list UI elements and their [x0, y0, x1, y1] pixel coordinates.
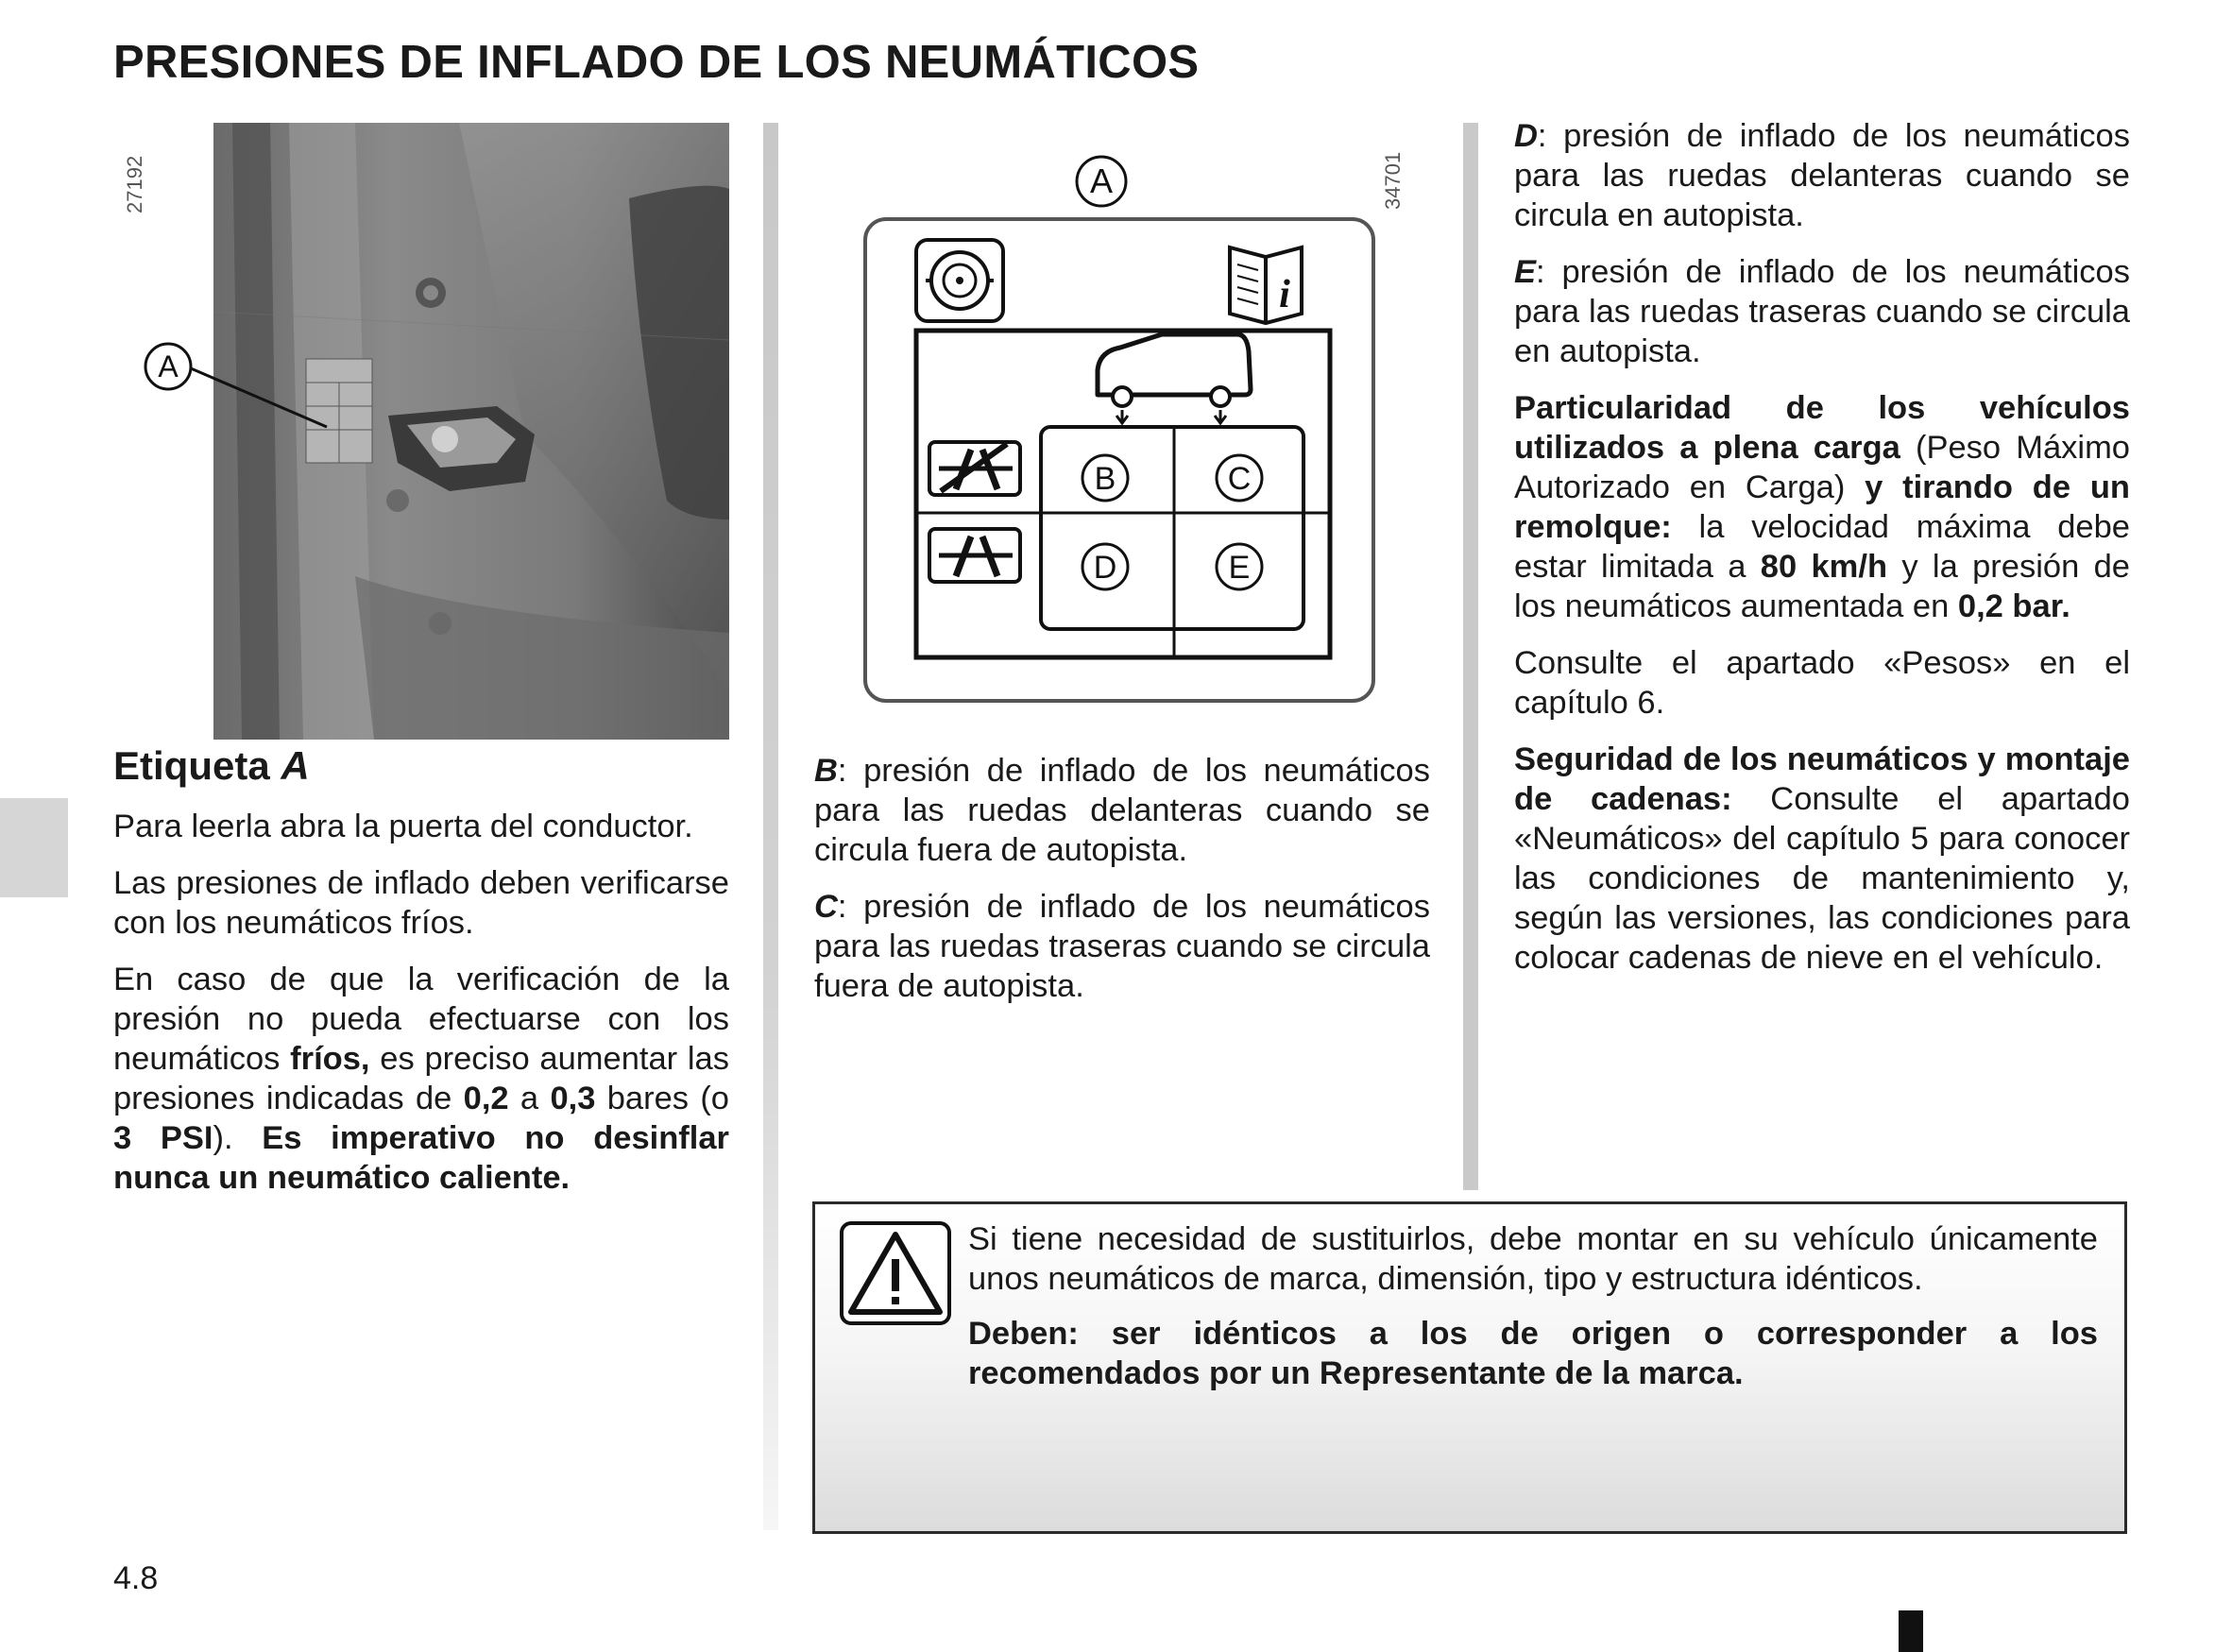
photo-code-text: 27192 [123, 155, 146, 213]
motorway-icon [929, 529, 1020, 582]
legend-d [1514, 116, 2130, 235]
bold-run: fríos, [290, 1041, 370, 1077]
bold-run: Deben: ser idénticos a los de origen o corresponder a los recomendados por un Representante de la marca. [968, 1316, 2098, 1391]
text-run: bares (o [595, 1081, 729, 1116]
cell-e-letter: E [1228, 550, 1251, 586]
text-run: ). [213, 1120, 263, 1156]
warning-triangle-icon [840, 1221, 951, 1325]
legend-de-column [1514, 116, 2130, 995]
legend-text: : presión de inflado de los neumáticos para las ruedas delanteras cuando se circula en autopista. [1514, 118, 2130, 233]
bold-run: y tirando de un remolque: [1514, 469, 2130, 545]
legend-bc-column [814, 751, 1430, 1023]
warning-paragraph: Si tiene necesidad de sustituirlos, debe montar en su vehículo únicamente unos neumáticos de marca, dimensión, tipo y estructura idénticos. [968, 1221, 2098, 1297]
legend-letter: E [1514, 254, 1537, 290]
text-run: es preciso aumentar las presiones indicadas de [113, 1041, 729, 1116]
subtitle-prefix: Etiqueta [113, 743, 281, 788]
cell-c-letter: C [1227, 461, 1252, 497]
legend-letter: C [814, 889, 838, 925]
paragraph-full-load [1514, 388, 2130, 626]
bold-run: 0,2 [463, 1081, 509, 1116]
bold-run: 0,2 bar. [1957, 588, 2070, 624]
callout-letter: A [158, 349, 179, 383]
bold-run: 80 km/h [1760, 549, 1888, 585]
bold-run: 3 PSI [113, 1120, 213, 1156]
warning-text [968, 1219, 2098, 1408]
text-run: a [508, 1081, 551, 1116]
text-run: la velocidad máxima debe estar limitada a [1514, 509, 2130, 585]
diagram-callout-letter: A [1089, 162, 1114, 200]
bold-run: Seguridad de los neumáticos y montaje de cadenas: [1514, 741, 2130, 817]
text-run: (Peso Máximo Autorizado en Carga) [1514, 430, 2130, 505]
legend-letter: B [814, 753, 838, 789]
bold-run: Particularidad de los vehículos utilizados a plena carga [1514, 390, 2130, 466]
column-separator [1463, 123, 1478, 1190]
photo-reference-code [111, 132, 159, 217]
section-end-mark [1899, 1610, 1923, 1652]
text-run: Consulte el apartado «Neumáticos» del capítulo 5 para conocer las condiciones de mantenimiento y, según las versiones, las condiciones para colocar cadenas de nieve en el vehículo. [1514, 781, 2130, 976]
paragraph-chains [1514, 740, 2130, 978]
paragraph-hot-tyres [113, 960, 729, 1198]
legend-c [814, 887, 1430, 1006]
legend-b [814, 751, 1430, 870]
diagram-code-text: 34701 [1381, 151, 1405, 210]
text-run: y la presión de los neumáticos aumentada en [1514, 549, 2130, 624]
svg-text:i: i [1279, 273, 1290, 316]
cell-b-letter: B [1094, 461, 1116, 497]
text-run: En caso de que la verificación de la presión no pueda efectuarse con los neumáticos [113, 962, 729, 1077]
tyre-pressure-icon [916, 240, 1003, 321]
bold-run: Es imperativo no desinflar nunca un neumático caliente. [113, 1120, 729, 1196]
column-separator [763, 123, 778, 1530]
paragraph-cold-tyres: Las presiones de inflado deben verificarse con los neumáticos fríos. [113, 865, 729, 941]
manual-info-icon [1230, 247, 1302, 323]
subtitle-letter: A [281, 743, 310, 788]
label-explanation-column [113, 743, 729, 1215]
no-motorway-icon [929, 442, 1020, 495]
warning-paragraph-bold [968, 1314, 2098, 1393]
legend-text: : presión de inflado de los neumáticos para las ruedas traseras cuando se circula fuera de autopista. [814, 889, 1430, 1004]
tyre-pressure-label-diagram [850, 142, 1398, 708]
section-subtitle [113, 743, 729, 788]
legend-text: : presión de inflado de los neumáticos para las ruedas traseras cuando se circula en autopista. [1514, 254, 2130, 369]
chapter-tab [0, 798, 68, 897]
cell-d-letter: D [1093, 550, 1117, 586]
callout-leader-line [191, 368, 327, 427]
photo-callout [142, 342, 368, 446]
legend-letter: D [1514, 118, 1538, 154]
legend-text: : presión de inflado de los neumáticos para las ruedas delanteras cuando se circula fuera de autopista. [814, 753, 1430, 868]
paragraph-open-door: Para leerla abra la puerta del conductor. [113, 809, 693, 844]
legend-e [1514, 252, 2130, 371]
bold-run: 0,3 [550, 1081, 596, 1116]
page-number: 4.8 [113, 1560, 159, 1596]
paragraph-weights-reference: Consulte el apartado «Pesos» en el capítulo 6. [1514, 645, 2130, 721]
warning-box [812, 1201, 2127, 1534]
page-title: PRESIONES DE INFLADO DE LOS NEUMÁTICOS [113, 37, 1200, 88]
